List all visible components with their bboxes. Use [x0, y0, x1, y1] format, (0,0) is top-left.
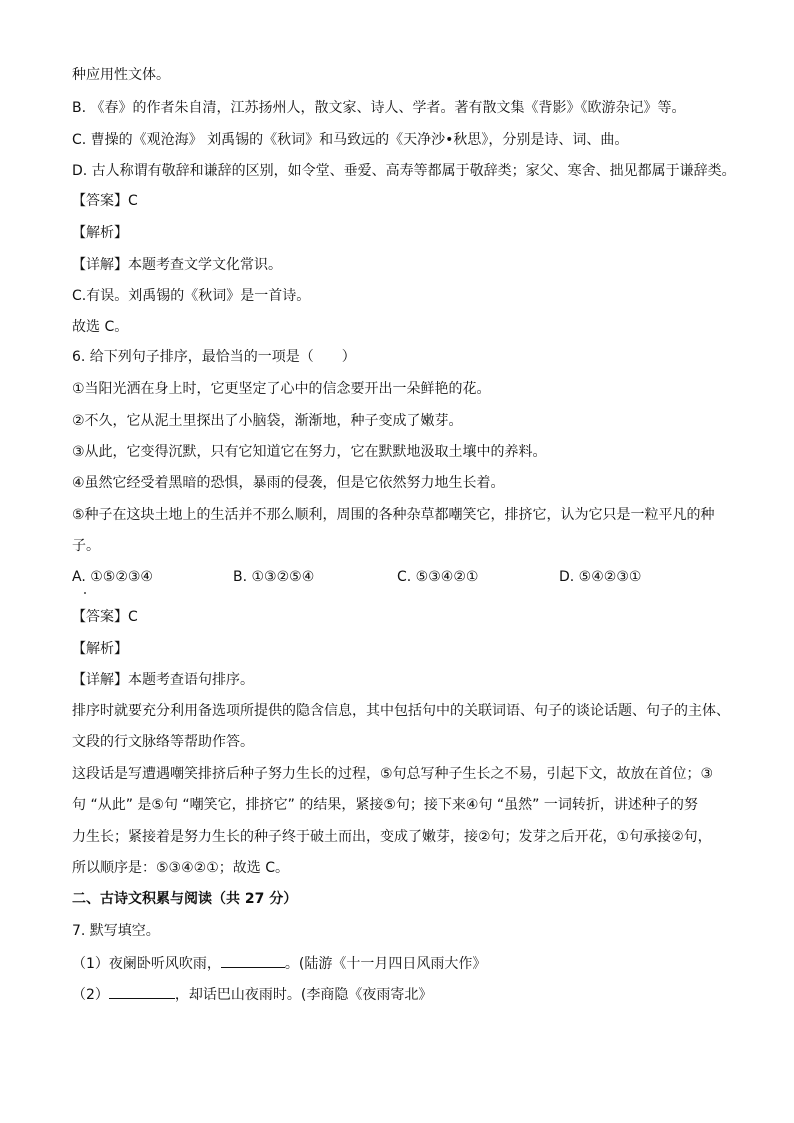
fill-2-number: （2）	[72, 987, 109, 1003]
sentence-1: ①当阳光洒在身上时，它更坚定了心中的信念要开出一朵鲜艳的花。	[72, 381, 491, 397]
fill-blank-2	[72, 984, 432, 1004]
choice-c: C. ⑤③④②①	[397, 569, 479, 585]
question-6-title: 6. 给下列句子排序，最恰当的一项是（ ）	[72, 349, 356, 365]
question-7-title: 7. 默写填空。	[72, 923, 160, 939]
explanation-line: 文段的行文脉络等帮助作答。	[72, 734, 254, 750]
blank-line-1	[221, 953, 285, 968]
answer-label: 【答案】C	[72, 609, 138, 625]
section-heading: 二、古诗文积累与阅读（共 27 分）	[72, 891, 298, 907]
blank-line-2	[109, 984, 175, 999]
option-d-line: D. 古人称谓有敬辞和谦辞的区别，如令堂、垂爱、高寿等都属于敬辞类；家父、寒舍、拙见都属于谦辞类。	[72, 163, 736, 179]
fill-2-after: ，却话巴山夜雨时。(李商隐《夜雨寄北》	[174, 987, 433, 1003]
fill-1-after: 。(陆游《十一月四日风雨大作》	[284, 956, 487, 972]
sentence-2: ②不久，它从泥土里探出了小脑袋，渐渐地，种子变成了嫩芽。	[72, 413, 463, 429]
explanation-line: 排序时就要充分利用备选项所提供的隐含信息，其中包括句中的关联词语、句子的谈论话题、句子的主体、	[72, 703, 730, 719]
explanation-line: 力生长；紧接着是努力生长的种子终于破土而出，变成了嫩芽，接②句；发芽之后开花，①句承接②句，	[72, 829, 712, 845]
text-line: 故选 C。	[72, 319, 129, 335]
choice-b: B. ①③②⑤④	[233, 569, 315, 585]
analysis-label: 【解析】	[72, 641, 128, 657]
option-b-line: B. 《春》的作者朱自清，江苏扬州人，散文家、诗人、学者。著有散文集《背影》《欧游杂记》等。	[72, 100, 686, 116]
analysis-label: 【解析】	[72, 225, 128, 241]
answer-label: 【答案】C	[72, 193, 138, 209]
sentence-3: ③从此，它变得沉默，只有它知道它在努力，它在默默地汲取土壤中的养料。	[72, 444, 547, 460]
choice-d: D. ⑤④②③①	[559, 569, 642, 585]
fill-blank-1	[72, 953, 486, 973]
stray-dot	[84, 592, 86, 594]
explanation-line: 这段话是写遭遇嘲笑排挤后种子努力生长的过程，⑤句总写种子生长之不易，引起下文，故放在首位；③	[72, 766, 714, 782]
choice-a: A. ①⑤②③④	[72, 569, 153, 585]
sentence-4: ④虽然它经受着黑暗的恐惧，暴雨的侵袭，但是它依然努力地生长着。	[72, 475, 505, 491]
explanation-line: 所以顺序是：⑤③④②①；故选 C。	[72, 860, 289, 876]
explanation-line: 句 “从此” 是⑤句 “嘲笑它，排挤它” 的结果，紧接⑤句；接下来④句 “虽然” 一词转折，讲述种子的努	[72, 797, 698, 813]
sentence-5-cont: 子。	[72, 538, 100, 554]
detail-label: 【详解】本题考查文学文化常识。	[72, 257, 282, 273]
fill-1-before: 夜阑卧听风吹雨，	[108, 956, 221, 972]
option-c-line: C. 曹操的《观沧海》 刘禹锡的《秋词》和马致远的《天净沙•秋思》，分别是诗、词、曲。	[72, 132, 629, 148]
text-line: C.有误。刘禹锡的《秋词》是一首诗。	[72, 288, 311, 304]
sentence-5: ⑤种子在这块土地上的生活并不那么顺利，周围的各种杂草都嘲笑它，排挤它，认为它只是一粒平凡的种	[72, 507, 715, 523]
fill-1-number: （1）	[72, 956, 109, 972]
text-line: 种应用性文体。	[72, 67, 170, 83]
detail-label: 【详解】本题考查语句排序。	[72, 672, 254, 688]
